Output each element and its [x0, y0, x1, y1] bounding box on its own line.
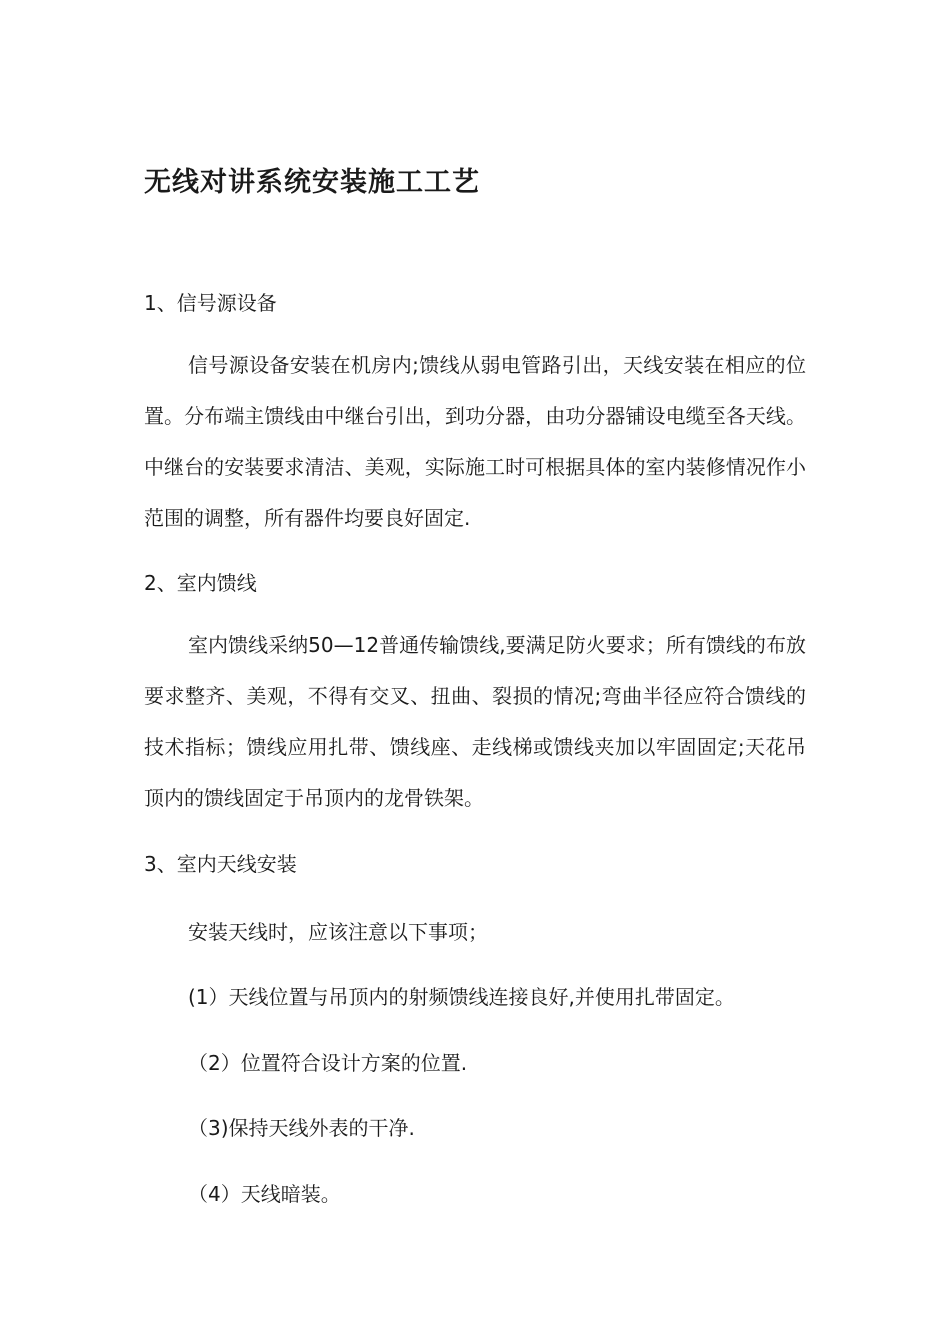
list-item: （4）天线暗装。	[188, 1182, 341, 1206]
list-item: （3)保持天线外表的干净.	[188, 1116, 415, 1140]
section-heading-antenna-install: 3、室内天线安装	[144, 852, 297, 876]
document-title: 无线对讲系统安装施工工艺	[144, 167, 480, 198]
section-body-signal-source: 信号源设备安装在机房内;馈线从弱电管路引出，天线安装在相应的位置。分布端主馈线由中继台引出，到功分器，由功分器铺设电缆至各天线。中继台的安装要求清洁、美观，实际施工时可根据具体的室内装修情况作小范围的调整，所有器件均要良好固定.	[144, 353, 806, 530]
list-item: (1）天线位置与吊顶内的射频馈线连接良好,并使用扎带固定。	[188, 985, 735, 1009]
section-heading-signal-source: 1、信号源设备	[144, 291, 277, 315]
antenna-install-intro: 安装天线时，应该注意以下事项；	[188, 920, 488, 944]
section-body-indoor-feeder: 室内馈线采纳50—12普通传输馈线,要满足防火要求；所有馈线的布放要求整齐、美观，不得有交叉、扭曲、裂损的情况;弯曲半径应符合馈线的技术指标；馈线应用扎带、馈线座、走线梯或馈线夹加以牢固固定;天花吊顶内的馈线固定于吊顶内的龙骨铁架。	[144, 633, 806, 810]
list-item: （2）位置符合设计方案的位置.	[188, 1051, 468, 1075]
section-heading-indoor-feeder: 2、室内馈线	[144, 571, 257, 595]
